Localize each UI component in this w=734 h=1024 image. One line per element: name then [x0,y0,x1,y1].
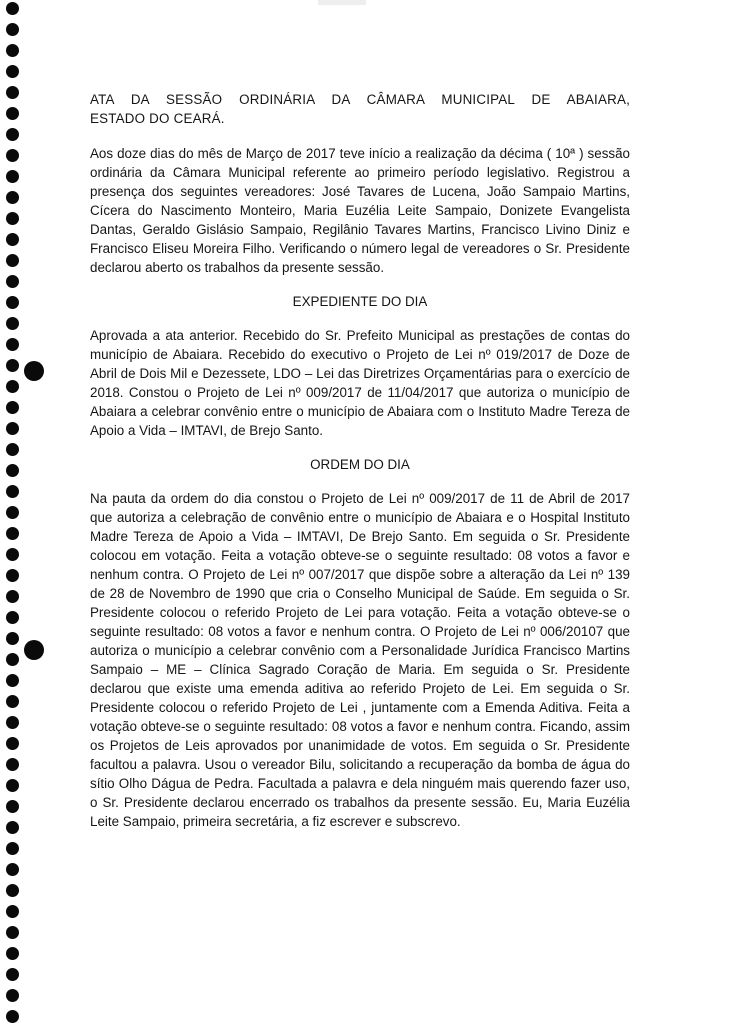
faint-scan-mark [318,0,366,5]
section-text-expediente: Aprovada a ata anterior. Recebido do Sr. Prefeito Municipal as prestações de contas do município de Abaiara. Recebido do executivo o Projeto de Lei nº 019/2017 de Doze de Abril de Dois Mil e Dezessete, LDO – Lei das Diretrizes Orçamentárias para o exercício de 2018. Constou o Projeto de Lei nº 009/2017 de 11/04/2017 que autoriza o município de Abaiara a celebrar convênio entre o município de Abaiara com o Instituto Madre Tereza de Apoio a Vida – IMTAVI, de Brejo Santo. [90,328,630,438]
punch-hole [24,361,44,381]
binder-hole [6,443,19,456]
document-title [90,90,630,128]
binder-hole [6,821,19,834]
binder-hole [6,65,19,78]
binder-hole [6,359,19,372]
opening-paragraph: Aos doze dias do mês de Março de 2017 teve início a realização da décima ( 10ª ) sessão ordinária da Câmara Municipal referente ao primeiro período legislativo. Registrou a presença dos seguintes vereadores: José Tavares de Lucena, João Sampaio Martins, Cícera do Nascimento Monteiro, Maria Euzélia Leite Sampaio, Donizete Evangelista Dantas, Geraldo Gislásio Sampaio, Regilânio Tavares Martins, Francisco Livino Diniz e Francisco Eliseu Moreira Filho. Verificando o número legal de vereadores o Sr. Presidente declarou aberto os trabalhos da presente sessão. [90,146,630,275]
binder-hole [6,23,19,36]
binder-hole [6,149,19,162]
binder-hole [6,1010,19,1023]
binder-hole [6,548,19,561]
binder-hole [6,485,19,498]
section-heading-expediente: EXPEDIENTE DO DIA [292,294,428,309]
binder-hole [6,947,19,960]
binder-hole [6,569,19,582]
binder-hole [6,191,19,204]
binder-hole [6,401,19,414]
binder-hole [6,884,19,897]
binder-hole [6,338,19,351]
binder-hole [6,422,19,435]
binder-hole [6,170,19,183]
binder-hole [6,632,19,645]
binder-hole [6,254,19,267]
binder-hole [6,44,19,57]
binder-hole [6,863,19,876]
binder-hole [6,842,19,855]
section-text-ordem: Na pauta da ordem do dia constou o Projeto de Lei nº 009/2017 de 11 de Abril de 2017 que autoriza a celebração de convênio entre o município de Abaiara e o Hospital Instituto Madre Tereza de Apoio a Vida – IMTAVI, De Brejo Santo. Em seguida o Sr. Presidente colocou em votação. Feita a votação obteve-se o seguinte resultado: 08 votos a favor e nenhum contra. O Projeto de Lei nº 007/2017 que dispõe sobre a alteração da Lei nº 139 de 28 de Novembro de 1990 que cria o Conselho Municipal de Saúde. Em seguida o Sr. Presidente colocou o referido Projeto de Lei para votação. Feita a votação obteve-se o seguinte resultado: 08 votos a favor e nenhum contra. O Projeto de Lei nº 006/20107 que autoriza o município a celebrar convênio com a Personalidade Jurídica Francisco Martins Sampaio – ME – Clínica Sagrado Coração de Maria. Em seguida o Sr. Presidente declarou que existe uma emenda aditiva ao referido Projeto de Lei. Em seguida o Sr. Presidente colocou o referido Projeto de Lei , juntamente com a Emenda Aditiva. Feita a votação obteve-se o seguinte resultado: 08 votos a favor e nenhum contra. Ficando, assim os Projetos de Leis aprovados por unanimidade de votos. Em seguida o Sr. Presidente facultou a palavra. Usou o vereador Bilu, solicitando a recuperação da bomba de água do sítio Olho Dágua de Pedra. Facultada a palavra e dela ninguém mais querendo fazer uso, o Sr. Presidente declarou encerrado os trabalhos da presente sessão. Eu, Maria Euzélia Leite Sampaio, primeira secretária, a fiz escrever e subscrevo. [90,491,630,829]
binder-hole [6,527,19,540]
binder-hole [6,506,19,519]
title-line-1: ATA DA SESSÃO ORDINÁRIA DA CÂMARA MUNICIPAL DE ABAIARA, [90,92,630,107]
binder-hole [6,737,19,750]
binder-hole [6,590,19,603]
binder-hole [6,128,19,141]
binder-hole [6,779,19,792]
binder-hole [6,107,19,120]
binder-hole [6,653,19,666]
binder-hole [6,317,19,330]
binder-hole [6,2,19,15]
binder-hole [6,968,19,981]
binder-hole [6,212,19,225]
document-page [90,90,630,846]
binder-holes [6,0,20,1024]
binder-hole [6,86,19,99]
binder-hole [6,758,19,771]
binder-hole [6,926,19,939]
binder-hole [6,674,19,687]
binder-hole [6,716,19,729]
binder-hole [6,611,19,624]
title-line-2: ESTADO DO CEARÁ. [90,111,225,126]
section-heading-ordem: ORDEM DO DIA [310,457,410,472]
binder-hole [6,296,19,309]
binder-hole [6,275,19,288]
binder-hole [6,380,19,393]
binder-hole [6,464,19,477]
binder-hole [6,800,19,813]
binder-hole [6,233,19,246]
binder-hole [6,989,19,1002]
binder-hole [6,695,19,708]
binder-hole [6,905,19,918]
punch-hole [24,640,44,660]
